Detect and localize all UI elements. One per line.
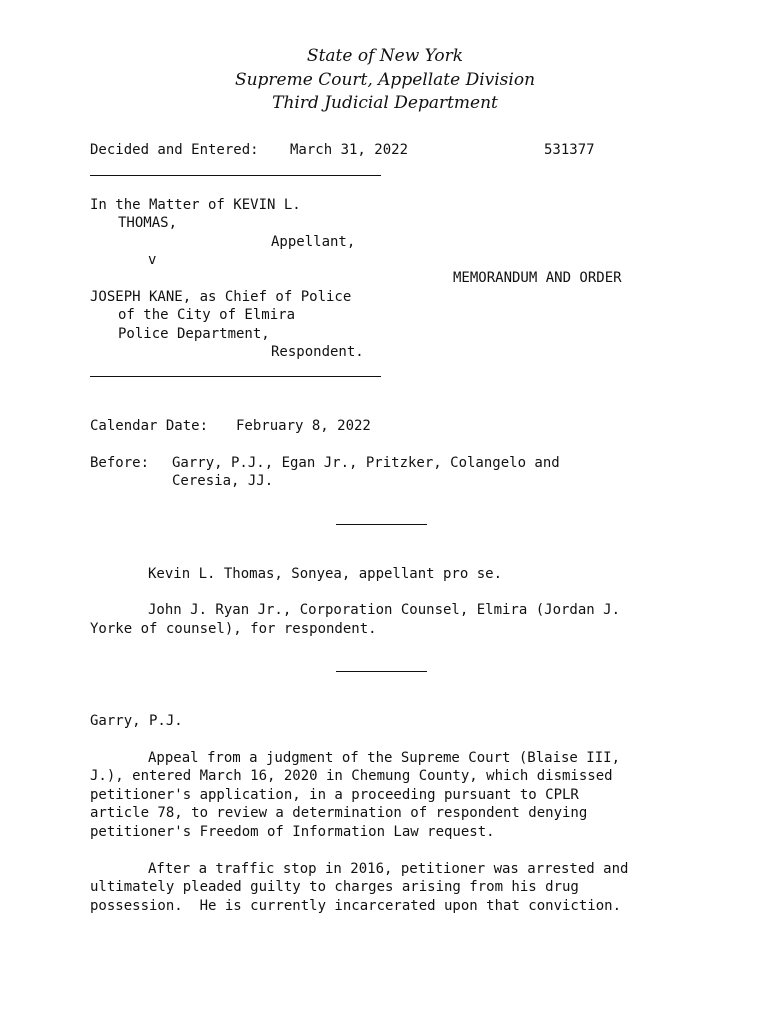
caption-petitioner-line2: THOMAS,: [118, 215, 178, 231]
before-label: Before:: [90, 455, 150, 471]
opinion-author: Garry, P.J.: [90, 713, 183, 729]
decided-label: Decided and Entered:: [90, 142, 259, 158]
before-justices-line2: Ceresia, JJ.: [172, 473, 274, 489]
section-divider-1: [336, 524, 427, 525]
decided-date: March 31, 2022: [290, 142, 409, 158]
opinion-paragraph-2-line-2: ultimately pleaded guilty to charges arising from his drug: [90, 879, 579, 895]
court-state: State of New York: [306, 46, 464, 66]
opinion-paragraph-2-line-1: After a traffic stop in 2016, petitioner was arrested and: [148, 861, 629, 877]
caption-respondent: Respondent.: [271, 344, 364, 360]
counsel-respondent-line2: Yorke of counsel), for respondent.: [90, 621, 377, 637]
caption-bottom-rule: [90, 376, 381, 377]
caption-respondent-line1: JOSEPH KANE, as Chief of Police: [90, 289, 352, 305]
before-justices-line1: Garry, P.J., Egan Jr., Pritzker, Colangelo and: [172, 455, 560, 471]
opinion-paragraph-1-line-4: article 78, to review a determination of respondent denying: [90, 805, 588, 821]
docket-number: 531377: [544, 142, 595, 158]
caption-appellant: Appellant,: [271, 234, 356, 250]
court-name: Supreme Court, Appellate Division: [234, 70, 536, 90]
opinion-paragraph-2-line-3: possession. He is currently incarcerated upon that conviction.: [90, 898, 622, 914]
court-department: Third Judicial Department: [272, 93, 498, 113]
caption-top-rule: [90, 175, 381, 176]
caption-petitioner-line1: In the Matter of KEVIN L.: [90, 197, 301, 213]
counsel-respondent-line1: John J. Ryan Jr., Corporation Counsel, Elmira (Jordan J.: [148, 602, 621, 618]
caption-respondent-line2: of the City of Elmira: [118, 307, 296, 323]
caption-respondent-line3: Police Department,: [118, 326, 270, 342]
order-type: MEMORANDUM AND ORDER: [453, 270, 622, 286]
opinion-paragraph-1-line-1: Appeal from a judgment of the Supreme Court (Blaise III,: [148, 750, 621, 766]
section-divider-2: [336, 671, 427, 672]
counsel-appellant: Kevin L. Thomas, Sonyea, appellant pro se.: [148, 566, 503, 582]
caption-versus: v: [148, 252, 157, 268]
calendar-label: Calendar Date:: [90, 418, 209, 434]
calendar-date: February 8, 2022: [236, 418, 371, 434]
opinion-paragraph-1-line-3: petitioner's application, in a proceeding pursuant to CPLR: [90, 787, 579, 803]
opinion-paragraph-1-line-2: J.), entered March 16, 2020 in Chemung County, which dismissed: [90, 768, 613, 784]
opinion-paragraph-1-line-5: petitioner's Freedom of Information Law request.: [90, 824, 495, 840]
